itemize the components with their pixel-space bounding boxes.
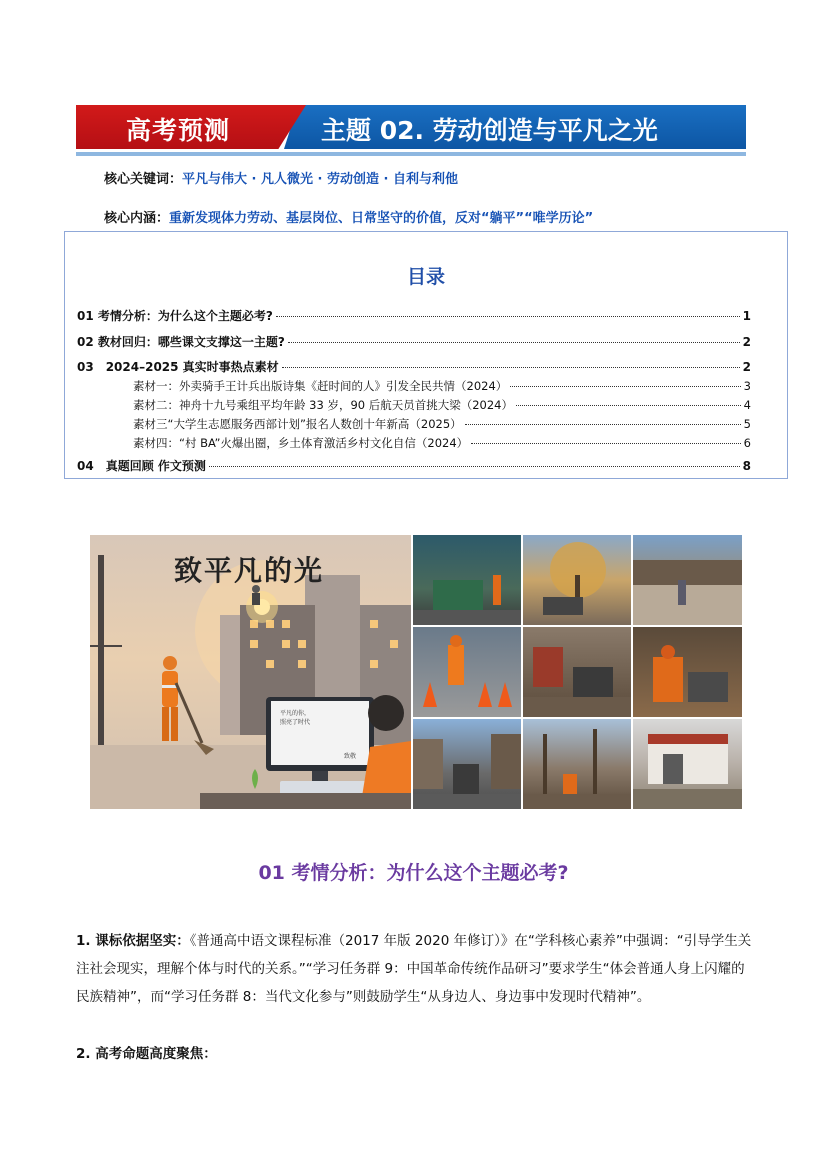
toc-item-page: 8 [742, 459, 751, 473]
section-heading-exam-analysis: 01 考情分析：为什么这个主题必考? [258, 862, 569, 884]
toc-leader [276, 315, 740, 317]
toc-item-text: 03 2024–2025 真实时事热点素材 [77, 360, 279, 374]
banner-right-label: 主题 02. 劳动创造与平凡之光 [321, 116, 658, 145]
toc-item-text: 02 教材回归：哪些课文支撑这一主题? [77, 335, 285, 349]
toc-item-page: 5 [743, 417, 751, 431]
keywords-label: 核心关键词： [104, 172, 183, 187]
paragraph-curriculum-basis [76, 927, 756, 1011]
toc-item-text: 01 考情分析：为什么这个主题必考? [77, 309, 273, 323]
toc-leader [516, 404, 741, 406]
toc-item-page: 1 [742, 309, 751, 323]
monitor-note-line: 平凡的你， [280, 710, 311, 717]
sweeper-figure [162, 656, 214, 755]
photo-road-cones [413, 627, 521, 717]
toc-item-text: 素材三“大学生志愿服务西部计划”报名人数创十年新高（2025） [133, 417, 462, 431]
paragraph-lead: 2. 高考命题高度聚焦： [76, 1046, 217, 1062]
toc-leader [471, 442, 741, 444]
toc-item-page: 4 [743, 398, 751, 412]
photo-graphic [413, 719, 521, 809]
toc-leader [465, 423, 741, 425]
photo-city-road [413, 719, 521, 809]
paragraph-body: 《普通高中语文课程标准（2017 年版 2020 年修订）》在“学科核心素养”中强调：“引导学生关注社会现实，理解个体与时代的关系。”“学习任务群 9：中国革命传统作品研习”要求学生“体会普通人身上闪耀的民族精神”，而“学习任务群 8：当代文化参与”则鼓励学生“从身边人、身边事中发现时代精神”。 [76, 933, 752, 1005]
photo-shopfront [633, 719, 742, 809]
photo-graphic [633, 719, 742, 809]
photo-graphic [633, 627, 742, 717]
photo-market-street [523, 627, 631, 717]
keywords-value: 平凡与伟大 · 凡人微光 · 劳动创造 · 自利与利他 [182, 172, 458, 187]
banner-left-label: 高考预测 [126, 116, 231, 145]
connotation-value: 重新发现体力劳动、基层岗位、日常坚守的价值，反对“躺平”“唯学历论” [169, 211, 594, 226]
toc-leader [209, 465, 740, 467]
monitor-note-line: 照亮了时代 [280, 719, 311, 726]
toc-item-text: 素材四：“村 BA”火爆出圈，乡土体育激活乡村文化自信（2024） [133, 436, 469, 450]
paragraph-lead: 1. 课标依据坚实： [76, 933, 190, 949]
photo-bare-trees [523, 719, 631, 809]
monitor-signature: 致敬 [344, 753, 357, 760]
illustration-poster [90, 535, 411, 809]
toc-item-text: 04 真题回顾 作文预测 [77, 459, 206, 473]
toc-leader [288, 341, 740, 343]
toc-leader [510, 385, 740, 387]
toc-item-text: 素材二：神舟十九号乘组平均年龄 33 岁，90 后航天员首挑大梁（2024） [133, 398, 513, 412]
toc-subitem[interactable] [133, 416, 751, 432]
toc-item-page: 2 [742, 335, 751, 349]
toc-item-page: 2 [742, 360, 751, 374]
table-of-contents [64, 231, 788, 479]
paragraph-exam-focus [76, 1040, 756, 1068]
connotation-label: 核心内涵： [104, 211, 170, 226]
toc-subitem[interactable] [133, 435, 751, 451]
photo-graphic [633, 535, 742, 625]
toc-item-text: 素材一：外卖骑手王计兵出版诗集《赶时间的人》引发全民共情（2024） [133, 379, 508, 393]
connotation-line [104, 207, 593, 226]
toc-title: 目录 [406, 266, 445, 288]
banner-underline [76, 152, 746, 156]
toc-leader [282, 366, 740, 368]
toc-item[interactable] [77, 457, 751, 474]
title-banner [76, 105, 746, 155]
photo-graphic [523, 535, 631, 625]
photo-graphic [523, 719, 631, 809]
photo-tree-street [523, 535, 631, 625]
photo-street-vehicle [413, 535, 521, 625]
toc-item[interactable] [77, 307, 751, 324]
photo-graphic [523, 627, 631, 717]
photo-graphic [413, 627, 521, 717]
toc-item[interactable] [77, 358, 751, 375]
poster-title: 致平凡的光 [174, 554, 325, 587]
toc-item-page: 3 [743, 379, 751, 393]
photo-road-walker [633, 535, 742, 625]
monitor-note [280, 709, 310, 727]
toc-subitem[interactable] [133, 397, 751, 413]
illustration-collage [90, 535, 742, 809]
photo-graphic [413, 535, 521, 625]
toc-item[interactable] [77, 333, 751, 350]
toc-item-page: 6 [743, 436, 751, 450]
keywords-line [104, 168, 458, 187]
photo-cart-worker [633, 627, 742, 717]
toc-subitem[interactable] [133, 378, 751, 394]
